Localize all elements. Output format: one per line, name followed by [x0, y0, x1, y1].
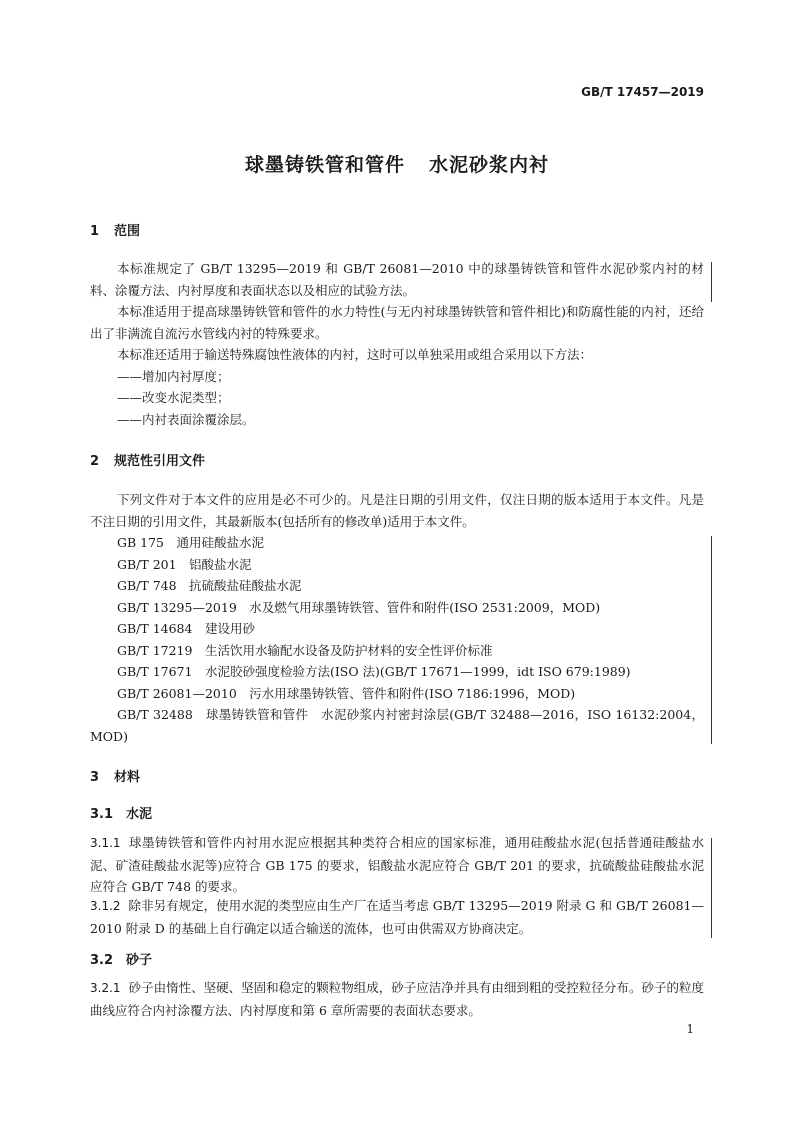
- page-number: 1: [686, 1022, 694, 1036]
- section-1-heading: 1 范围: [90, 224, 141, 239]
- reference-item: GB/T 201 铝酸盐水泥: [117, 556, 252, 572]
- clause-3-1-2: 3.1.2 除非另有规定，使用水泥的类型应由生产厂在适当考虑 GB/T 13295—2019 附录 G 和 GB/T 26081—2010 附录 D 的基础上自行确定以适合输送的流体，也可由供需双方协商决定。: [90, 898, 704, 936]
- title-part-2: 水泥砂浆内衬: [429, 154, 550, 176]
- title-part-1: 球墨铸铁管和管件: [244, 154, 405, 176]
- list-item: ——改变水泥类型；: [117, 390, 230, 405]
- subsection-3-2-heading: 3.2 砂子: [90, 953, 153, 968]
- clause-3-1-1: 3.1.1 球墨铸铁管和管件内衬用水泥应根据其种类符合相应的国家标准，通用硅酸盐水泥(包括普通硅酸盐水泥、矿渣硅酸盐水泥等)应符合 GB 175 的要求，铝酸盐水泥应符合 GB/T 201 的要求，抗硫酸盐硅酸盐水泥应符合 GB/T 748 的要求。: [90, 835, 704, 894]
- standard-code: GB/T 17457—2019: [581, 85, 704, 99]
- reference-item: GB/T 26081—2010 污水用球墨铸铁管、管件和附件(ISO 7186:1996，MOD): [117, 685, 576, 701]
- section-1-paragraph: 本标准适用于提高球墨铸铁管和管件的水力特性(与无内衬球墨铸铁管和管件相比)和防腐性能的内衬，还给出了非满流自流污水管线内衬的特殊要求。: [90, 304, 704, 341]
- change-bar: [711, 536, 712, 744]
- reference-item: GB/T 748 抗硫酸盐硅酸盐水泥: [117, 578, 302, 593]
- section-2-heading: 2 规范性引用文件: [90, 454, 206, 469]
- list-item: ——内衬表面涂覆涂层。: [117, 411, 255, 427]
- reference-item: GB/T 17219 生活饮用水输配水设备及防护材料的安全性评价标准: [117, 642, 493, 658]
- section-1-paragraph: 本标准规定了 GB/T 13295—2019 和 GB/T 26081—2010 中的球墨铸铁管和管件水泥砂浆内衬的材料、涂覆方法、内衬厚度和表面状态以及相应的试验方法。: [90, 261, 704, 298]
- reference-item: GB/T 13295—2019 水及燃气用球墨铸铁管、管件和附件(ISO 2531:2009，MOD): [117, 599, 601, 615]
- change-bar: [711, 838, 712, 938]
- section-1-body: [90, 258, 704, 430]
- clause-3-2-1: 3.2.1 砂子由惰性、坚硬、坚固和稳定的颗粒物组成，砂子应洁净并具有由细到粗的受控粒径分布。砂子的粒度曲线应符合内衬涂覆方法、内衬厚度和第 6 章所需要的表面状态要求。: [90, 980, 704, 1018]
- list-item: ——增加内衬厚度；: [117, 368, 230, 384]
- reference-item: GB 175 通用硅酸盐水泥: [117, 535, 265, 550]
- reference-item: GB/T 14684 建设用砂: [117, 621, 255, 636]
- document-title: [0, 150, 794, 177]
- section-1-paragraph: 本标准还适用于输送特殊腐蚀性液体的内衬，这时可以单独采用或组合采用以下方法：: [117, 347, 593, 362]
- reference-item: GB/T 17671 水泥胶砂强度检验方法(ISO 法)(GB/T 17671—1999，idt ISO 679:1989): [117, 664, 631, 679]
- change-bar: [711, 262, 712, 302]
- reference-item-last: GB/T 32488 球墨铸铁管和管件 水泥砂浆内衬密封涂层(GB/T 32488—2016，ISO 16132:2004，MOD): [90, 707, 704, 744]
- section-2-intro: 下列文件对于本文件的应用是必不可少的。凡是注日期的引用文件，仅注日期的版本适用于本文件。凡是不注日期的引用文件，其最新版本(包括所有的修改单)适用于本文件。: [90, 492, 704, 529]
- subsection-3-1-heading: 3.1 水泥: [90, 807, 153, 822]
- section-3-heading: 3 材料: [90, 770, 141, 785]
- reference-list: [90, 532, 704, 704]
